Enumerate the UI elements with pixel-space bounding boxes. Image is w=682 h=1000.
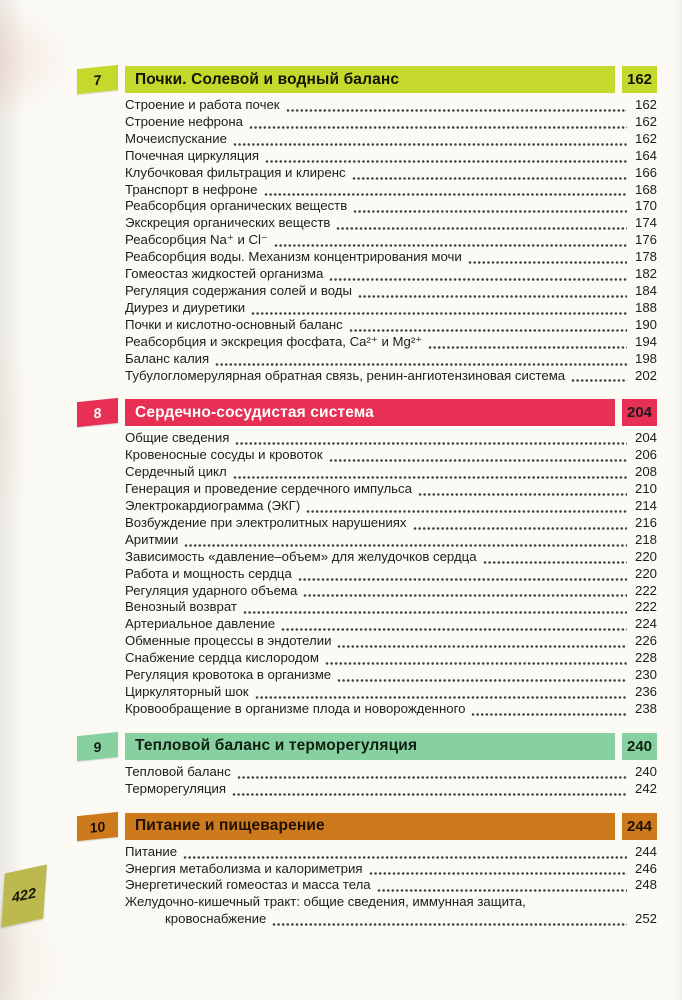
toc-entry-title: Тубулогломерулярная обратная связь, ренин-ангиотензиновая система — [125, 367, 566, 383]
toc-entry — [125, 464, 657, 481]
toc-entry-title: Регуляция содержания солей и воды — [125, 282, 352, 298]
toc-entry-title: Регуляция ударного объема — [125, 582, 298, 598]
toc-entry-title: Энергия метаболизма и калориметрия — [125, 860, 363, 876]
toc-entry-title: Почки и кислотно-основный баланс — [125, 316, 343, 332]
toc-entry — [125, 148, 657, 165]
toc-section-7 — [93, 66, 657, 384]
toc-entry — [125, 781, 657, 798]
dotted-leader — [274, 236, 627, 249]
dotted-leader — [184, 536, 627, 549]
toc-entry-page: 220 — [634, 548, 657, 564]
section-title-bar — [125, 66, 615, 93]
toc-entry-page: 222 — [634, 582, 657, 598]
toc-entry — [125, 566, 657, 583]
toc-entry — [125, 165, 657, 182]
toc-entry-page: 230 — [634, 667, 657, 683]
toc-entry — [125, 599, 657, 616]
toc-entry-page: 174 — [634, 215, 657, 231]
dotted-leader — [264, 185, 627, 198]
toc-entry-title: Циркуляторный шок — [125, 684, 249, 699]
toc-entry-page: 162 — [634, 97, 657, 112]
toc-entry-title: Строение и работа почек — [125, 97, 280, 112]
section-title: Сердечно-сосудистая система — [135, 403, 374, 421]
dotted-leader — [286, 101, 627, 114]
dotted-leader — [337, 671, 627, 684]
toc-entry-page: 166 — [634, 164, 657, 180]
toc-entry-title: Обменные процессы в эндотелии — [125, 633, 332, 649]
toc-entry — [125, 266, 657, 283]
toc-entry — [125, 317, 657, 334]
toc-entry — [125, 549, 657, 566]
toc-entry-page: 194 — [634, 333, 657, 349]
toc-entry-page: 228 — [634, 650, 657, 666]
dotted-leader — [281, 620, 627, 633]
dotted-leader — [237, 768, 627, 781]
toc-entry — [125, 515, 657, 532]
toc-entry-title: Энергетический гомеостаз и масса тела — [125, 877, 371, 893]
toc-entry — [125, 283, 657, 300]
toc-entry-title: Электрокардиограмма (ЭКГ) — [125, 498, 301, 514]
toc-entry-title: Кровеносные сосуды и кровоток — [125, 447, 323, 463]
toc-entry-page: 188 — [634, 299, 657, 315]
dotted-leader — [329, 451, 627, 464]
toc-entry-title: Экскреция органических веществ — [125, 215, 331, 231]
section-header — [93, 399, 657, 426]
toc-entry-page: 214 — [634, 498, 657, 514]
toc-entry — [125, 633, 657, 650]
toc-entry-title: Реабсорбция Na⁺ и Cl⁻ — [125, 232, 268, 248]
toc-entry — [125, 131, 657, 148]
toc-entry — [125, 114, 657, 131]
toc-entry-continuation — [125, 911, 657, 928]
toc-entry — [125, 182, 657, 199]
toc-entry-page: 170 — [634, 198, 657, 214]
section-header — [93, 66, 657, 93]
dotted-leader — [418, 485, 627, 498]
dotted-leader — [337, 637, 627, 650]
toc-entry-title: Венозный возврат — [125, 599, 237, 615]
dotted-leader — [306, 502, 627, 515]
toc-entry — [125, 430, 657, 447]
toc-entry-title: Строение нефрона — [125, 113, 243, 129]
dotted-leader — [352, 169, 627, 182]
toc-entry-page: 178 — [634, 249, 657, 265]
section-number-tab — [77, 398, 118, 427]
toc-entry-page: 242 — [634, 780, 657, 796]
toc-entry — [125, 684, 657, 701]
toc-entry — [125, 701, 657, 718]
toc-entry-title: Возбуждение при электролитных нарушениях — [125, 514, 407, 530]
dotted-leader — [428, 338, 627, 351]
toc-entry — [125, 198, 657, 215]
toc-entry-title: Питание — [125, 843, 178, 859]
dotted-leader — [377, 881, 627, 894]
toc-section-10 — [89, 813, 657, 929]
dotted-leader — [471, 705, 627, 718]
toc-entry-page: 236 — [634, 684, 657, 699]
toc-entry — [125, 877, 657, 894]
dotted-leader — [325, 654, 627, 667]
section-title-bar — [125, 399, 615, 426]
toc-entry — [125, 334, 657, 351]
book-page-number-tab — [1, 865, 47, 928]
toc-entry-title: Мочеиспускание — [125, 130, 227, 146]
toc-entry-page: 198 — [634, 350, 657, 366]
dotted-leader — [255, 688, 627, 701]
toc-entry-title: Терморегуляция — [125, 780, 227, 796]
toc-entry — [125, 583, 657, 600]
toc-entry-page: 244 — [634, 843, 657, 859]
dotted-leader — [303, 586, 627, 599]
dotted-leader — [232, 785, 627, 798]
dotted-leader — [349, 321, 627, 334]
toc-entry — [125, 232, 657, 249]
section-number-tab — [77, 65, 118, 94]
toc-entry-title: Сердечный цикл — [125, 464, 227, 480]
toc-entry — [125, 616, 657, 633]
dotted-leader — [468, 253, 627, 266]
section-page-box — [622, 733, 657, 760]
section-number: 8 — [93, 404, 102, 422]
toc-entry-title: Снабжение сердца кислородом — [125, 650, 319, 666]
dotted-leader — [336, 219, 627, 232]
toc-entry-title: Зависимость «давление–объем» для желудочков сердца — [125, 548, 477, 564]
toc-entry-title: Диурез и диуретики — [125, 299, 246, 315]
toc-entry — [125, 481, 657, 498]
toc-entry-page: 252 — [634, 911, 657, 927]
dotted-leader — [571, 371, 627, 384]
toc-entry-page: 204 — [634, 430, 657, 446]
toc-entry — [125, 97, 657, 114]
toc-entry-title: Кровообращение в организме плода и новорожденного — [125, 700, 466, 716]
section-page-number: 240 — [626, 737, 653, 755]
toc-entry — [125, 498, 657, 515]
toc-entry — [125, 532, 657, 549]
dotted-leader — [272, 915, 627, 928]
toc-entry-title: Работа и мощность сердца — [125, 565, 292, 581]
toc-entry-title: кровоснабжение — [165, 911, 267, 927]
dotted-leader — [249, 118, 627, 131]
dotted-leader — [358, 287, 627, 300]
dotted-leader — [298, 570, 627, 583]
dotted-leader — [243, 603, 627, 616]
toc-entry-page: 206 — [634, 447, 657, 463]
toc-entry — [125, 650, 657, 667]
toc-entry-page: 246 — [634, 860, 657, 876]
section-page-box — [622, 399, 657, 426]
toc-entry-title: Регуляция кровотока в организме — [125, 667, 332, 683]
toc-entry-title: Почечная циркуляция — [125, 147, 259, 163]
toc-entry-title: Реабсорбция органических веществ — [125, 198, 348, 214]
section-page-box — [622, 813, 657, 840]
toc-entry — [125, 300, 657, 317]
section-page-box — [622, 66, 657, 93]
toc-entry-page: 248 — [634, 877, 657, 893]
toc-entry-page: 224 — [634, 616, 657, 632]
section-number-tab — [77, 811, 118, 840]
toc-entry — [125, 764, 657, 781]
dotted-leader — [233, 468, 627, 481]
toc-entry-title: Баланс калия — [125, 350, 210, 366]
section-title: Почки. Солевой и водный баланс — [135, 70, 400, 88]
toc-entry-page: 216 — [634, 514, 657, 530]
toc-entry-page: 182 — [634, 266, 657, 282]
toc-entry-page: 162 — [634, 130, 657, 146]
section-entries — [125, 430, 657, 717]
section-number: 9 — [93, 737, 102, 755]
toc-entry-page: 218 — [634, 531, 657, 547]
dotted-leader — [483, 553, 627, 566]
toc-entry-page: 238 — [634, 700, 657, 716]
dotted-leader — [413, 519, 627, 532]
toc-entry-page: 226 — [634, 633, 657, 649]
dotted-leader — [265, 152, 627, 165]
toc-entry-title: Реабсорбция воды. Механизм концентрирования мочи — [125, 249, 462, 265]
dotted-leader — [235, 434, 627, 447]
toc-entry-page: 222 — [634, 599, 657, 615]
toc-entry — [125, 861, 657, 878]
toc-entry-title: Клубочковая фильтрация и клиренс — [125, 164, 346, 180]
toc-entry-page: 208 — [634, 464, 657, 480]
toc-entry-title: Реабсорбция и экскреция фосфата, Ca²⁺ и Mg²⁺ — [125, 333, 423, 349]
toc-entry-page: 240 — [634, 763, 657, 779]
toc-section-9 — [93, 733, 657, 798]
section-number: 10 — [89, 817, 106, 835]
toc-entry-page: 176 — [634, 232, 657, 248]
toc-entry-title: Транспорт в нефроне — [125, 181, 258, 197]
toc-entry-title: Тепловой баланс — [125, 763, 231, 779]
toc-entry-page: 168 — [634, 181, 657, 197]
section-header — [93, 733, 657, 760]
toc-entry — [125, 215, 657, 232]
toc-entry — [125, 667, 657, 684]
section-title: Тепловой баланс и терморегуляция — [135, 737, 418, 755]
toc-entry — [125, 351, 657, 368]
toc-entry-page: 220 — [634, 565, 657, 581]
toc-entry — [125, 844, 657, 861]
toc-entry — [125, 447, 657, 464]
toc-entry-title: Аритмии — [125, 531, 179, 547]
toc-entry-page: 162 — [634, 113, 657, 129]
dotted-leader — [329, 270, 627, 283]
section-entries — [125, 764, 657, 798]
toc-entry — [125, 249, 657, 266]
toc-entry-title: Артериальное давление — [125, 616, 276, 632]
toc-entry — [125, 894, 657, 911]
dotted-leader — [183, 848, 627, 861]
dotted-leader — [369, 864, 627, 877]
toc-entry-page: 164 — [634, 147, 657, 163]
toc-entry-title: Генерация и проведение сердечного импульса — [125, 481, 412, 497]
toc-entry-page: 190 — [634, 316, 657, 332]
section-page-number: 204 — [626, 404, 653, 422]
toc-content — [89, 66, 657, 943]
dotted-leader — [233, 135, 627, 148]
section-page-number: 162 — [626, 71, 653, 88]
book-page-number: 422 — [11, 885, 37, 907]
dotted-leader — [251, 304, 627, 317]
section-title-bar — [125, 733, 615, 760]
section-header — [89, 813, 657, 840]
dotted-leader — [353, 202, 627, 215]
toc-entry-title: Общие сведения — [125, 430, 230, 446]
toc-entry-page: 210 — [634, 481, 657, 497]
section-title-bar — [125, 813, 615, 840]
section-title: Питание и пищеварение — [135, 817, 325, 835]
section-entries — [125, 844, 657, 929]
toc-entry-title: Гомеостаз жидкостей организма — [125, 266, 324, 282]
dotted-leader — [215, 355, 627, 368]
toc-entry-title: Желудочно-кишечный тракт: общие сведения, иммунная защита, — [125, 894, 526, 910]
section-page-number: 244 — [626, 817, 653, 835]
toc-entry-page: 184 — [634, 282, 657, 298]
section-number: 7 — [93, 71, 102, 88]
toc-entry-page: 202 — [634, 367, 657, 383]
toc-entry — [125, 368, 657, 385]
section-entries — [125, 97, 657, 384]
toc-section-8 — [93, 399, 657, 717]
section-number-tab — [77, 732, 118, 761]
